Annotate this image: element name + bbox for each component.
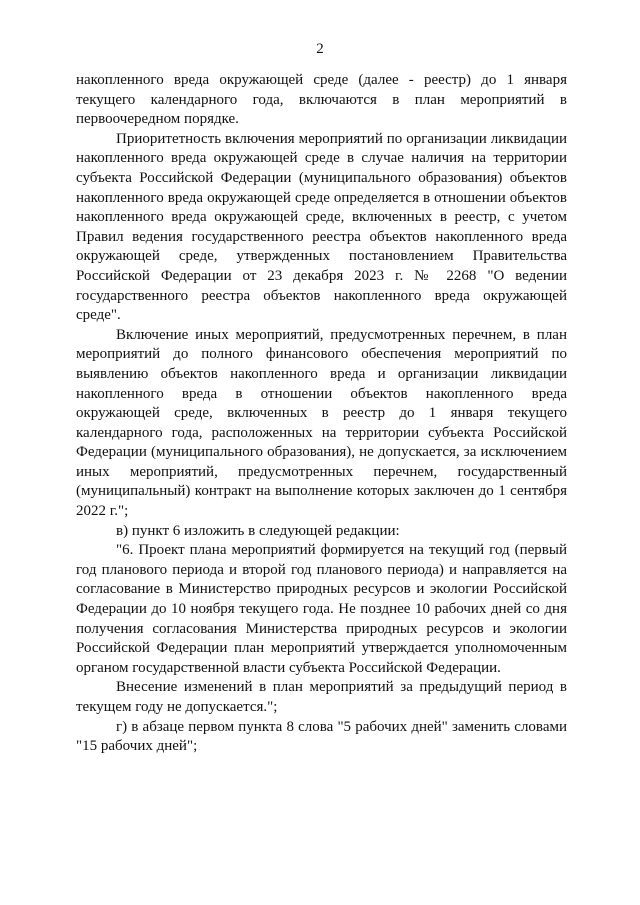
paragraph-point-6: "6. Проект плана мероприятий формируется на текущий год (первый год планового периода и второй год планового периода) и направляется на согласование в Министерство природных ресурсов и экологии Российской Федерации до 10 ноября текущего года. Не позднее 10 рабочих дней со дня получения согласования Министерства природных ресурсов и экологии Российской Федерации план мероприятий утверждается уполномоченным органом государственной власти субъекта Российской Федерации. (76, 542, 567, 676)
paragraph-item-g: г) в абзаце первом пункта 8 слова "5 рабочих дней" заменить словами "15 рабочих дней"; (76, 718, 567, 755)
paragraph-item-v: в) пункт 6 изложить в следующей редакции: (116, 522, 400, 539)
paragraph-priority: Приоритетность включения мероприятий по организации ликвидации накопленного вреда окружающей среде в случае наличия на территории субъекта Российской Федерации (муниципального образования) объектов накопленного вреда окружающей среде определяется в отношении объектов накопленного вреда окружающей среде, включенных в реестр, с учетом Правил ведения государственного реестра объектов накопленного вреда окружающей среде, утвержденных постановлением Правительства Российской Федерации от 23 декабря 2023 г. № 2268 "О ведении государственного реестра объектов накопленного вреда окружающей среде". (76, 130, 567, 324)
paragraph-continuation: накопленного вреда окружающей среде (далее - реестр) до 1 января текущего календарного года, включаются в план мероприятий в первоочередном порядке. (76, 72, 567, 128)
document-body (76, 71, 567, 757)
paragraph-other-measures: Включение иных мероприятий, предусмотренных перечнем, в план мероприятий до полного финансового обеспечения мероприятий по выявлению объектов накопленного вреда и организации ликвидации накопленного вреда в отношении объектов накопленного вреда окружающей среде, включенных в реестр до 1 января текущего календарного года, расположенных на территории субъекта Российской Федерации (муниципального образования), не допускается, за исключением иных мероприятий, предусмотренных перечнем, государственный (муниципальный) контракт на выполнение которых заключен до 1 сентября 2022 г."; (76, 326, 567, 520)
page-number: 2 (316, 41, 324, 57)
paragraph-changes: Внесение изменений в план мероприятий за предыдущий период в текущем году не допускается."; (76, 679, 567, 715)
